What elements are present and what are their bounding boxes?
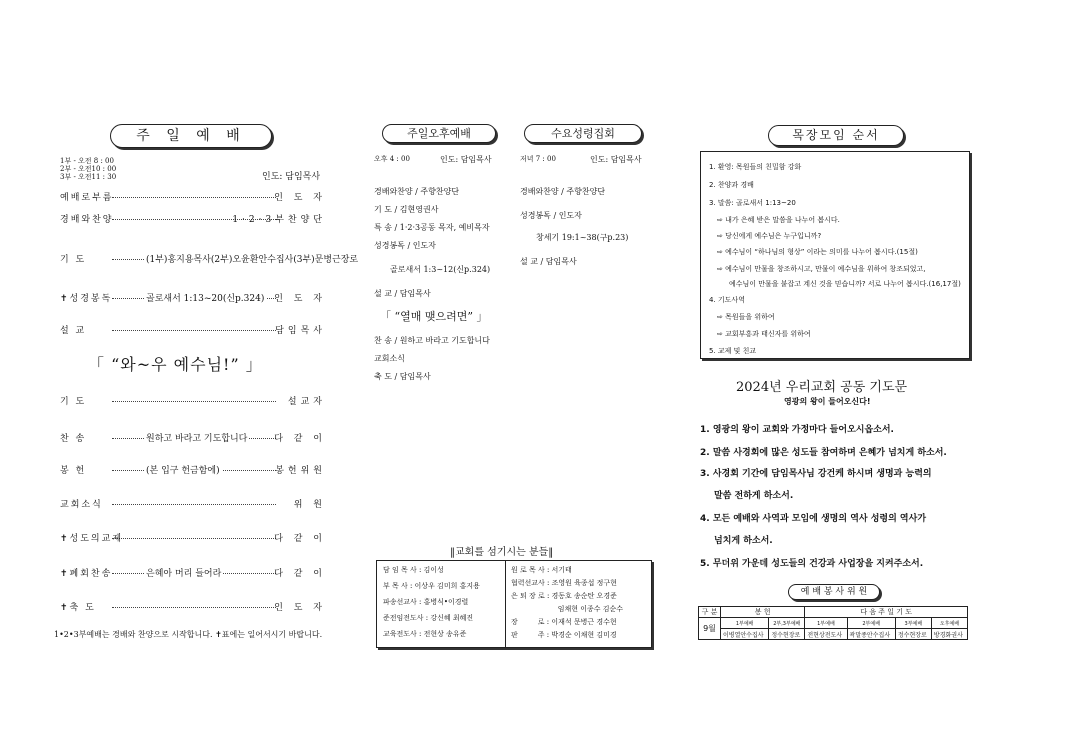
- cell-item: ⇨ 목원들을 위하여: [717, 313, 775, 321]
- order-person: 인 도 자: [274, 193, 326, 203]
- wednesday-line: 성경봉독 / 인도자: [520, 211, 582, 220]
- afternoon-line: 기 도 / 김현영권사: [374, 205, 439, 214]
- committee-subheader: 2부,3부예배: [769, 618, 805, 629]
- committee-cell: 정수현장로: [895, 629, 931, 640]
- order-detail: 은혜아 머리 들어라: [144, 566, 223, 579]
- cell-title: 목장모임 순서: [768, 125, 904, 146]
- cell-item: 1. 환영: 목원들의 친밀함 강화: [709, 163, 802, 171]
- servers-box: [376, 560, 652, 648]
- server-entry: 판 주 : 박경순 이채현 김미경: [511, 631, 617, 639]
- order-row: [60, 252, 359, 266]
- order-person: 설교자: [287, 397, 326, 407]
- wednesday-line: 창세기 19:1~38(구p.23): [536, 233, 629, 242]
- cell-item: 3. 말씀: 골로새서 1:13~20: [709, 199, 796, 207]
- order-row: [60, 394, 326, 408]
- prayer-item: 5. 무더위 가운데 성도들의 건강과 사업장을 지켜주소서.: [700, 559, 924, 569]
- committee-header: 다 음 주 일 기 도: [805, 607, 968, 618]
- order-detail: 원하고 바라고 기도합니다: [144, 431, 249, 444]
- cell-item: 예수님이 만물을 붙잡고 계신 것을 믿습니까? 서로 나누어 봅시다.(16,17절): [729, 280, 961, 288]
- order-label: 기 도: [60, 397, 87, 407]
- order-person: 담임목사: [275, 326, 326, 336]
- cell-item: 2. 찬양과 경배: [709, 181, 754, 189]
- cell-item: ⇨ 예수님이 “하나님의 형상” 이라는 의미를 나누어 봅시다.(15절): [717, 248, 918, 256]
- afternoon-line: 골로새서 1:3~12(신p.324): [390, 265, 491, 274]
- afternoon-line: 교회소식: [374, 354, 405, 363]
- afternoon-line: 경배와찬양 / 주향찬양단: [374, 187, 460, 196]
- cell-item: ⇨ 교회부흥과 태신자를 위하여: [717, 330, 811, 338]
- wednesday-title: 수요성령집회: [524, 124, 642, 143]
- prayer-item: 말씀 전하게 하소서.: [714, 491, 794, 501]
- sunday-note: 1•2•3부예배는 경배와 찬양으로 시작합니다. ✝표에는 일어서시기 바랍니다.: [54, 630, 323, 639]
- server-entry: 협력선교사 : 조영원 육종섭 정구현: [511, 579, 617, 587]
- order-row: [60, 463, 326, 477]
- server-entry: 담 임 목 사 : 김이성: [383, 566, 444, 574]
- committee-title: 예 배 봉 사 위 원: [788, 584, 880, 600]
- afternoon-line: 축 도 / 담임목사: [374, 372, 431, 381]
- afternoon-sermon-title: 「 “열매 맺으려면” 」: [380, 310, 488, 323]
- server-entry: 원 로 목 사 : 서기태: [511, 566, 572, 574]
- order-label: 기 도: [60, 255, 87, 265]
- committee-header: 봉 헌: [721, 607, 805, 618]
- server-entry: 임채현 이종수 김순수: [511, 605, 624, 613]
- committee-subheader: 1부예배: [805, 618, 847, 629]
- order-row: [60, 497, 326, 511]
- service-time-2: 2부 - 오전10 : 00: [60, 165, 117, 173]
- order-label: ✝성도의교제: [60, 534, 124, 544]
- sunday-sermon-title: 「 “와~우 예수님!” 」: [88, 355, 263, 374]
- order-row: [60, 323, 326, 337]
- afternoon-line: 찬 송 / 원하고 바라고 기도합니다: [374, 336, 490, 345]
- order-label: 찬 송: [60, 434, 87, 444]
- server-entry: 은 퇴 장 로 : 경동호 송순탄 오경준: [511, 592, 617, 600]
- order-person: 인 도 자: [274, 294, 326, 304]
- order-person: 다 같 이: [274, 569, 326, 579]
- committee-cell: 이병열안수집사: [721, 629, 769, 640]
- order-row: [60, 431, 326, 445]
- prayer-item: 넘치게 하소서.: [714, 536, 773, 546]
- order-label: ✝축 도: [60, 603, 96, 613]
- server-entry: 파송선교사 : 홍병식•이경렬: [383, 598, 469, 606]
- order-person: 위 원: [293, 500, 326, 510]
- committee-subheader: 오후예배: [931, 618, 967, 629]
- cell-item: 4. 기도사역: [709, 296, 745, 304]
- server-entry: 교육전도사 : 전현상 송유준: [383, 630, 467, 638]
- committee-cell: 방경화권사: [931, 629, 967, 640]
- afternoon-time: 오후 4 : 00: [374, 155, 410, 163]
- cell-item: ⇨ 예수님이 만물을 창조하시고, 만물이 예수님을 위하여 창조되었고,: [717, 265, 926, 273]
- afternoon-title: 주일오후예배: [382, 124, 496, 143]
- order-label: 교회소식: [60, 500, 103, 510]
- order-row: [60, 566, 326, 580]
- committee-cell: 전현상전도사: [805, 629, 847, 640]
- order-label: 봉 헌: [60, 466, 87, 476]
- afternoon-line: 특 송 / 1·2·3공동 목자, 예비목자: [374, 223, 490, 232]
- wednesday-line: 설 교 / 담임목사: [520, 257, 577, 266]
- afternoon-line: 성경봉독 / 인도자: [374, 241, 436, 250]
- committee-subheader: 2부예배: [847, 618, 895, 629]
- committee-header: 구 분: [699, 607, 721, 618]
- order-person: 다 같 이: [274, 434, 326, 444]
- service-time-1: 1부 - 오전 8 : 00: [60, 157, 114, 165]
- wednesday-leader: 인도: 담임목사: [590, 155, 642, 164]
- afternoon-line: 설 교 / 담임목사: [374, 289, 431, 298]
- order-detail: (1부)홍지용목사(2부)오윤환안수집사(3부)문병근장로: [144, 252, 360, 265]
- committee-month: 9월: [699, 618, 721, 640]
- order-row: [60, 291, 326, 305]
- sunday-leader: 인도: 담임목사: [262, 172, 321, 182]
- cell-box: [700, 151, 970, 359]
- order-person: 다 같 이: [274, 534, 326, 544]
- committee-subheader: 1부예배: [721, 618, 769, 629]
- cell-item: ⇨ 당신에게 예수님은 누구입니까?: [717, 232, 822, 240]
- prayer-item: 3. 사경회 기간에 담임목사님 강건케 하시며 생명과 능력의: [700, 469, 932, 479]
- afternoon-leader: 인도: 담임목사: [440, 155, 492, 164]
- committee-cell: 정수현장로: [769, 629, 805, 640]
- order-label: 예배로부름: [60, 193, 114, 203]
- order-label: 설 교: [60, 326, 87, 336]
- servers-title: ‖교회를 섬기시는 분들‖: [450, 547, 554, 558]
- order-row: [60, 190, 326, 204]
- order-row: [60, 600, 326, 614]
- order-label: ✝성경봉독: [60, 294, 113, 304]
- cell-item: 5. 교제 및 친교: [709, 347, 757, 355]
- wednesday-time: 저녁 7 : 00: [520, 155, 556, 163]
- cell-item: ⇨ 내가 은혜 받은 말씀을 나누어 봅시다.: [717, 216, 840, 224]
- server-entry: 장 로 : 이재석 문병근 경수현: [511, 618, 617, 626]
- prayer-subtitle: 영광의 왕이 들어오신다!: [784, 397, 871, 406]
- order-person: 봉헌위원: [275, 466, 326, 476]
- prayer-item: 2. 말씀 사경회에 많은 성도들 참여하며 은혜가 넘치게 하소서.: [700, 448, 947, 458]
- server-entry: 부 목 사 : 이상우 김미희 홍지용: [383, 582, 480, 590]
- order-label: ✝폐회찬송: [60, 569, 113, 579]
- order-detail: (본 입구 헌금함에): [144, 463, 222, 476]
- committee-table: [698, 606, 968, 640]
- committee-subheader: 3부예배: [895, 618, 931, 629]
- order-row: [60, 531, 326, 545]
- wednesday-line: 경배와찬양 / 주향찬양단: [520, 187, 606, 196]
- prayer-item: 4. 모든 예배와 사역과 모임에 생명의 역사 성령의 역사가: [700, 514, 927, 524]
- committee-cell: 곽말종안수집사: [847, 629, 895, 640]
- order-detail: 골로새서 1:13~20(신p.324): [144, 291, 266, 304]
- server-entry: 준전임전도사 : 강신혜 최혜진: [383, 614, 474, 622]
- order-person: 1·2·3부찬양단: [232, 215, 326, 225]
- order-row: [60, 212, 326, 226]
- order-label: 경배와찬양: [60, 215, 114, 225]
- prayer-title: 2024년 우리교회 공동 기도문: [736, 380, 908, 395]
- sunday-title: 주 일 예 배: [110, 124, 272, 148]
- service-time-3: 3부 - 오전11 : 30: [60, 173, 117, 181]
- order-person: 인 도 자: [274, 603, 326, 613]
- prayer-item: 1. 영광의 왕이 교회와 가정마다 들어오시옵소서.: [700, 425, 894, 435]
